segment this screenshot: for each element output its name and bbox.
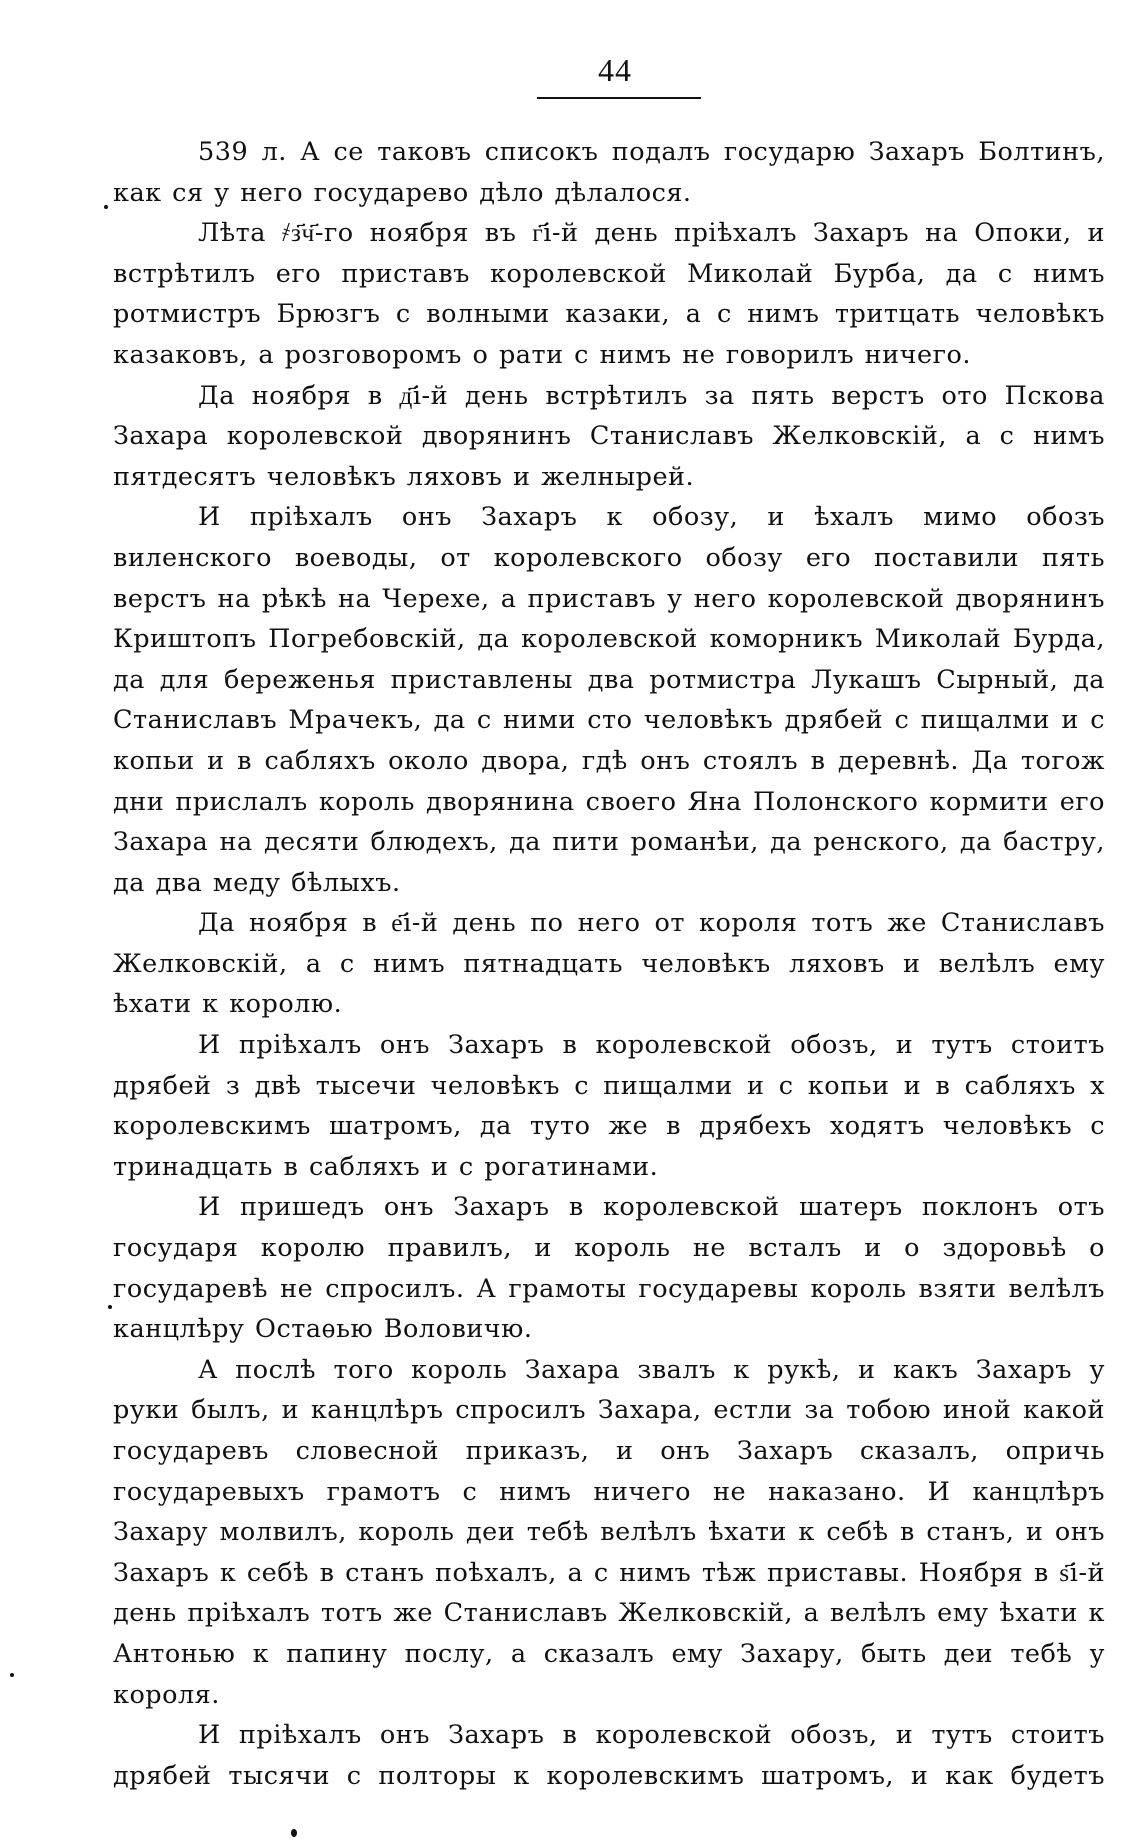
paragraph-5: Да ноября в е҃і-й день по него от короля тотъ же Станиславъ Желковскій, а с нимъ пятнадцать человѣкъ ляховъ и велѣлъ ему ѣхати к королю. bbox=[113, 908, 1105, 1020]
paragraph-1: 539 л. А се таковъ списокъ подалъ государю Захаръ Болтинъ, как ся у него государево дѣло дѣлалося. bbox=[113, 137, 1105, 208]
paragraph-2: Лѣта ҂з҃ч҃-го ноября въ г҃і-й день пріѣхалъ Захаръ на Опоки, и встрѣтилъ его приставъ королевской Миколай Бурба, да с нимъ ротмистръ Брюзгъ с волными казаки, а с нимъ тритцать человѣкъ казаковъ, а розговоромъ о рати с нимъ не говорилъ ничего. bbox=[113, 218, 1105, 370]
page-number: 44 bbox=[598, 52, 632, 88]
print-speck bbox=[10, 1673, 14, 1677]
paragraph-7: И пришедъ онъ Захаръ в королевской шатеръ поклонъ отъ государя королю правилъ, и король не всталъ и о здоровьѣ о государевѣ не спросилъ. А грамоты государевы король взяти велѣлъ канцлѣру Остаѳью Воловичю. bbox=[113, 1192, 1105, 1345]
paragraph-6: И пріѣхалъ онъ Захаръ в королевской обозъ, и тутъ стоитъ дрябей з двѣ тысечи человѣкъ с пищалми и с копьи и в сабляхъ х королевскимъ шатромъ, да туто же в дрябехъ ходятъ человѣкъ с тринадцать в сабляхъ и с рогатинами. bbox=[113, 1030, 1105, 1182]
paragraph-3: Да ноября в д҃і-й день встрѣтилъ за пять верстъ ото Пскова Захара королевской дворянинъ Станиславъ Желковскій, а с нимъ пятдесятъ человѣкъ ляховъ и желнырей. bbox=[113, 380, 1105, 492]
print-speck bbox=[291, 1829, 297, 1837]
page-number-rule bbox=[537, 97, 701, 99]
print-speck bbox=[108, 1305, 112, 1309]
paragraph-9: И пріѣхалъ онъ Захаръ в королевской обозъ, и тутъ стоитъ дрябей тысячи с полторы к королевскимъ шатромъ, и как будетъ bbox=[113, 1720, 1105, 1791]
paragraph-8: А послѣ того король Захара звалъ к рукѣ, и какъ Захаръ у руки былъ, и канцлѣръ спросилъ Захара, естли за тобою иной какой государевъ словесной приказъ, и онъ Захаръ сказалъ, опричь государевыхъ грамотъ с нимъ ничего не наказано. И канцлѣръ Захару молвилъ, король деи тебѣ велѣлъ ѣхати к себѣ в станъ, и онъ Захаръ к себѣ в станъ поѣхалъ, а с нимъ тѣж приставы. Ноября в ѕ҃і-й день пріѣхалъ тотъ же Станиславъ Желковскій, а велѣлъ ему ѣхати к Антонью к папину послу, а сказалъ ему Захару, быть деи тебѣ у короля. bbox=[113, 1354, 1105, 1710]
page-body bbox=[113, 132, 1105, 1796]
paragraph-4: И пріѣхалъ онъ Захаръ к обозу, и ѣхалъ мимо обозъ виленского воеводы, от королевского обозу его поставили пять верстъ на рѣкѣ на Черехе, а приставъ у него королевской дворянинъ Криштопъ Погребовскій, да королевской коморникъ Миколай Бурда, да для береженья приставлены два ротмистра Лукашъ Сырный, да Станиславъ Мрачекъ, да с ними сто человѣкъ дрябей с пищалми и с копьи и в сабляхъ около двора, гдѣ онъ стоялъ в деревнѣ. Да тогож дни прислалъ король дворянина своего Яна Полонского кормити его Захара на десяти блюдехъ, да пити романѣи, да ренского, да бастру, да два меду бѣлыхъ. bbox=[113, 502, 1105, 898]
print-speck bbox=[104, 205, 108, 209]
